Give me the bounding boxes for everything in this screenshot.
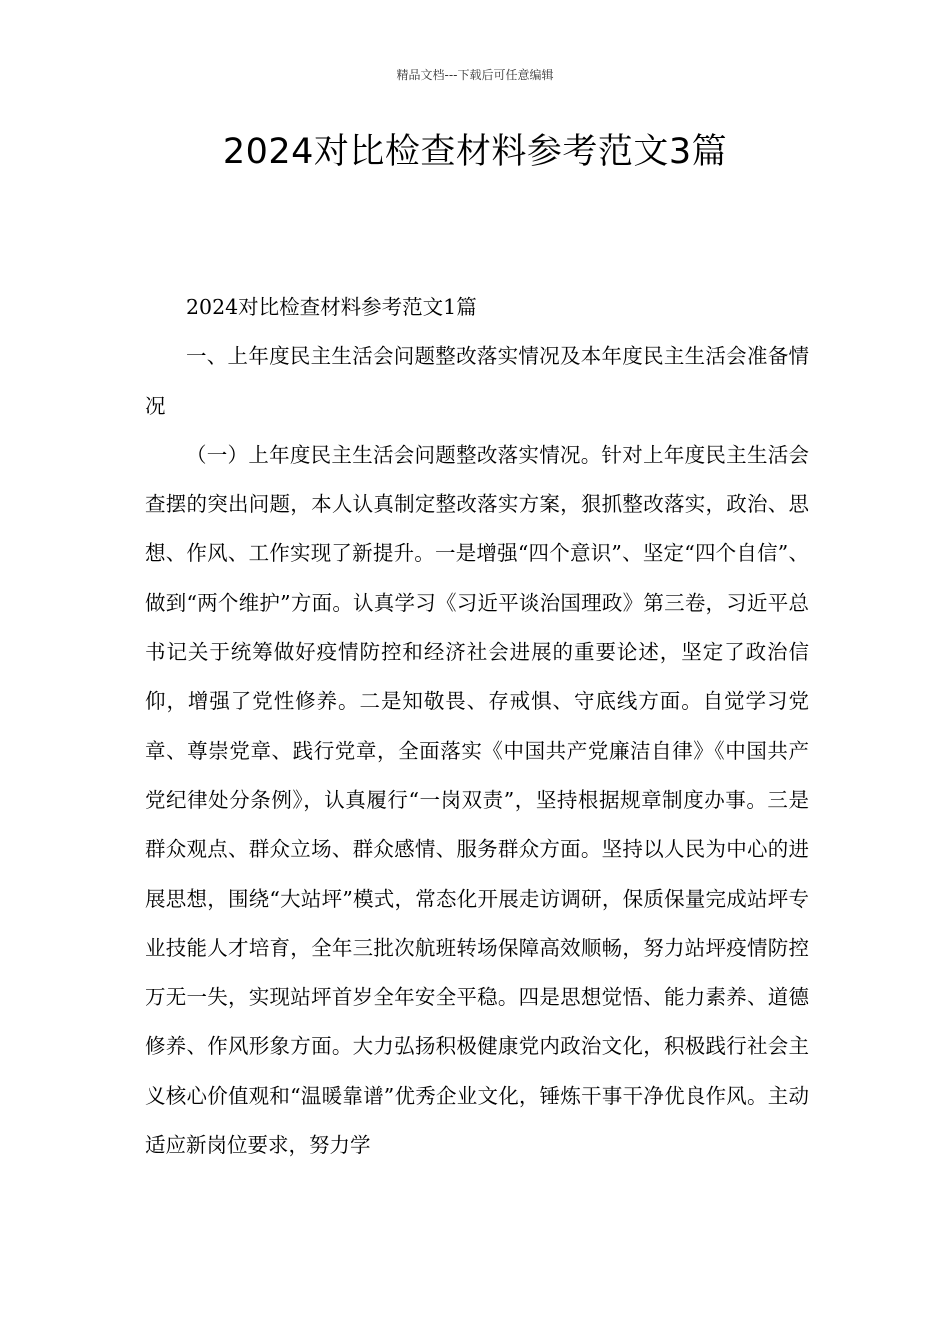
header-note: 精品文档---下载后可任意编辑 bbox=[396, 68, 554, 82]
document-body bbox=[145, 283, 809, 1170]
section-title: 2024对比检查材料参考范文1篇 bbox=[186, 295, 477, 319]
paragraph-1: （一）上年度民主生活会问题整改落实情况。针对上年度民主生活会查摆的突出问题，本人认真制定整改落实方案，狠抓整改落实，政治、思想、作风、工作实现了新提升。一是增强“四个意识”、坚定“四个自信”、做到“两个维护”方面。认真学习《习近平谈治国理政》第三卷，习近平总书记关于统筹做好疫情防控和经济社会进展的重要论述，坚定了政治信仰，增强了党性修养。二是知敬畏、存戒惧、守底线方面。自觉学习党章、尊崇党章、践行党章，全面落实《中国共产党廉洁自律》《中国共产党纪律处分条例》，认真履行“一岗双责”，坚持根据规章制度办事。三是群众观点、群众立场、群众感情、服务群众方面。坚持以人民为中心的进展思想，围绕“大站坪”模式，常态化开展走访调研，保质保量完成站坪专业技能人才培育，全年三批次航班转场保障高效顺畅，努力站坪疫情防控万无一失，实现站坪首岁全年安全平稳。四是思想觉悟、能力素养、道德修养、作风形象方面。大力弘扬积极健康党内政治文化，积极践行社会主义核心价值观和“温暖靠谱”优秀企业文化，锤炼干事干净优良作风。主动适应新岗位要求，努力学 bbox=[145, 442, 809, 1158]
heading-1: 一、上年度民主生活会问题整改落实情况及本年度民主生活会准备情况 bbox=[145, 344, 809, 418]
document-title: 2024对比检查材料参考范文3篇 bbox=[222, 132, 728, 172]
